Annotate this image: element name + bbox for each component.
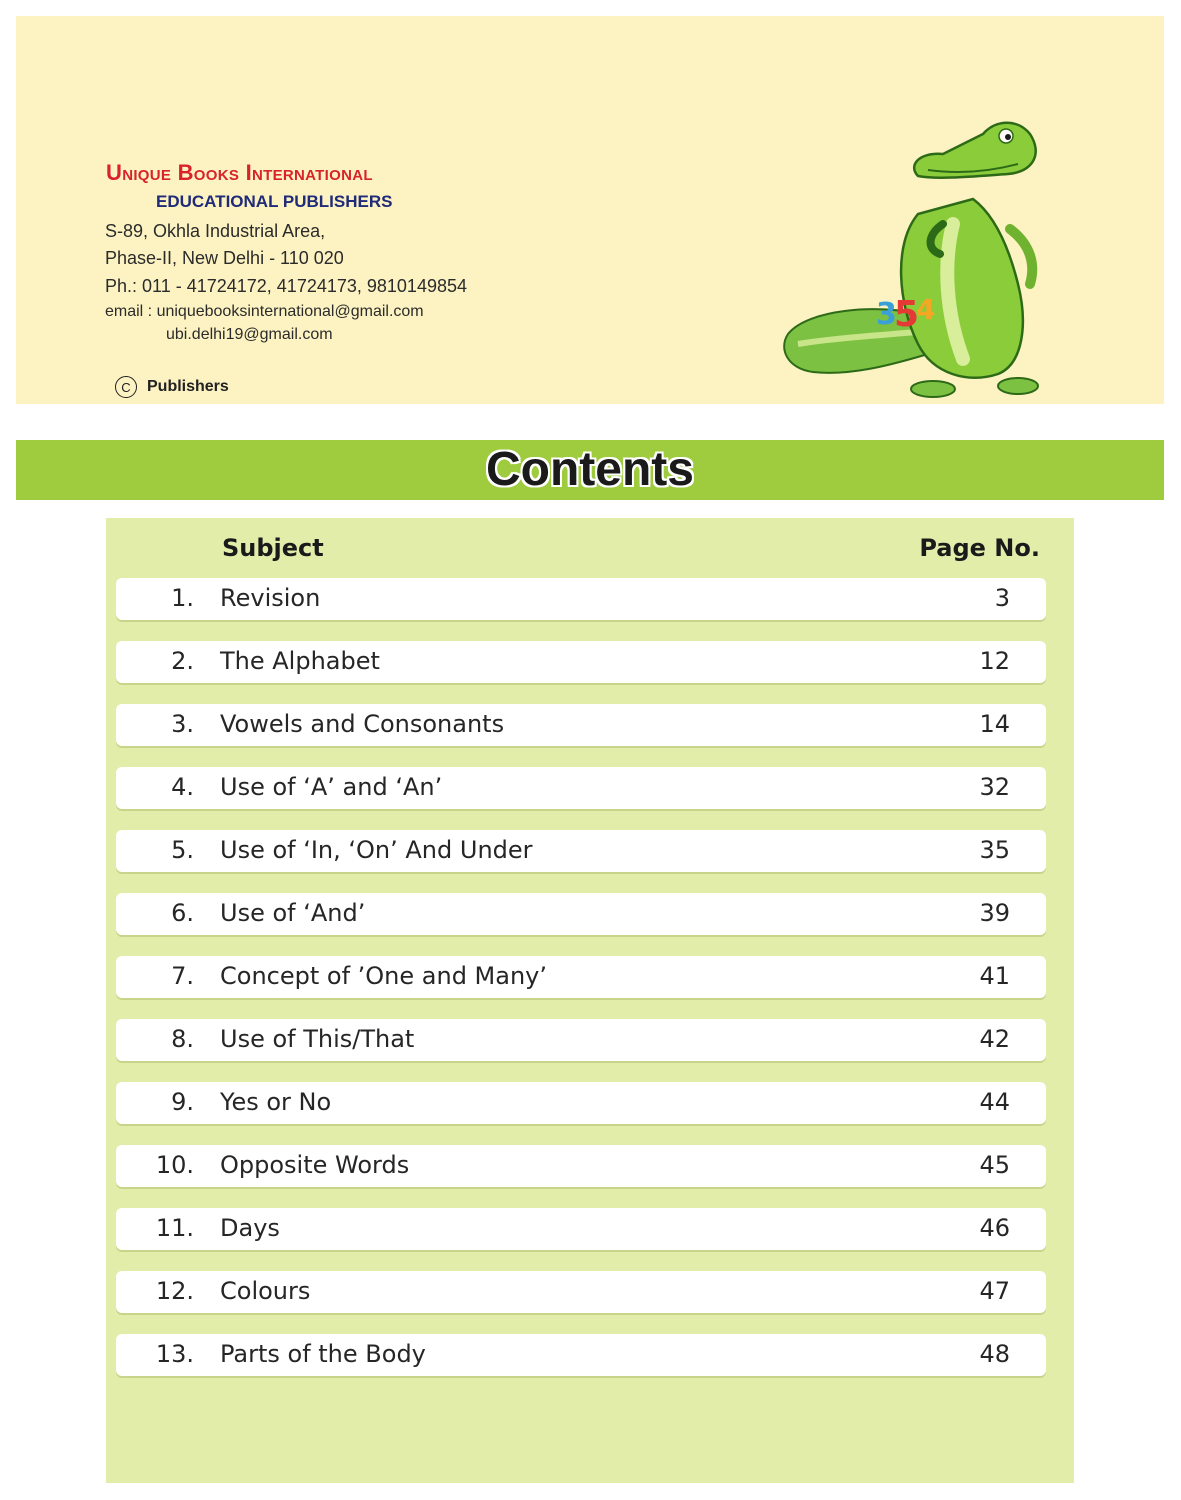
toc-number: 10. <box>155 1151 194 1179</box>
svg-text:3: 3 <box>876 297 897 332</box>
publisher-name: Unique Books International <box>106 160 373 185</box>
toc-title: Colours <box>220 1277 311 1305</box>
svg-text:5: 5 <box>894 294 920 335</box>
page-title: Contents <box>486 443 694 496</box>
toc-number: 3. <box>171 710 194 738</box>
toc-row[interactable] <box>116 704 1046 746</box>
toc-number: 9. <box>171 1088 194 1116</box>
toc-number: 4. <box>171 773 194 801</box>
toc-row[interactable] <box>116 1334 1046 1376</box>
address-line-2: Phase-II, New Delhi - 110 020 <box>105 248 344 268</box>
table-of-contents <box>106 518 1074 1483</box>
copyright-notice <box>115 376 229 398</box>
toc-title: Days <box>220 1214 280 1242</box>
toc-number: 2. <box>171 647 194 675</box>
toc-number: 5. <box>171 836 194 864</box>
header-panel <box>16 16 1164 404</box>
toc-title: Revision <box>220 584 321 612</box>
subject-column-header: Subject <box>222 534 324 562</box>
toc-title: Vowels and Consonants <box>220 710 505 738</box>
toc-title: Use of ‘A’ and ‘An’ <box>220 773 443 801</box>
toc-row[interactable] <box>116 830 1046 872</box>
toc-number: 13. <box>155 1340 194 1368</box>
page-column-header: Page No. <box>919 534 1040 562</box>
toc-number: 1. <box>171 584 194 612</box>
toc-title: Use of This/That <box>220 1025 415 1053</box>
toc-number: 6. <box>171 899 194 927</box>
toc-row[interactable] <box>116 767 1046 809</box>
publisher-tagline: EDUCATIONAL PUBLISHERS <box>156 192 393 211</box>
toc-number: 12. <box>155 1277 194 1305</box>
address-line-1: S-89, Okhla Industrial Area, <box>105 221 326 241</box>
email-line-1: email : uniquebooksinternational@gmail.com <box>105 303 424 320</box>
svg-text:4: 4 <box>916 293 936 326</box>
copyright-text: Publishers <box>147 378 229 395</box>
toc-page: 35 <box>979 836 1010 864</box>
toc-page: 47 <box>979 1277 1010 1305</box>
toc-title: The Alphabet <box>220 647 380 675</box>
toc-page: 3 <box>994 584 1010 612</box>
email-line-2: ubi.delhi19@gmail.com <box>166 326 333 343</box>
toc-title: Concept of ’One and Many’ <box>220 962 548 990</box>
toc-page: 41 <box>979 962 1010 990</box>
toc-row[interactable] <box>116 1082 1046 1124</box>
toc-title: Yes or No <box>220 1088 332 1116</box>
toc-page: 39 <box>979 899 1010 927</box>
toc-title: Use of ‘And’ <box>220 899 366 927</box>
toc-row[interactable] <box>116 1019 1046 1061</box>
phone-line: Ph.: 011 - 41724172, 41724173, 9810149854 <box>105 276 467 296</box>
toc-row[interactable] <box>116 1271 1046 1313</box>
toc-title: Parts of the Body <box>220 1340 426 1368</box>
contents-header-bar <box>16 440 1164 500</box>
toc-page: 14 <box>979 710 1010 738</box>
toc-page: 46 <box>979 1214 1010 1242</box>
toc-row[interactable] <box>116 641 1046 683</box>
toc-page: 12 <box>979 647 1010 675</box>
toc-title: Use of ‘In, ‘On’ And Under <box>220 836 533 864</box>
toc-number: 7. <box>171 962 194 990</box>
crocodile-mascot-icon <box>768 104 1068 404</box>
toc-row[interactable] <box>116 893 1046 935</box>
toc-page: 44 <box>979 1088 1010 1116</box>
toc-number: 11. <box>155 1214 194 1242</box>
toc-row[interactable] <box>116 1208 1046 1250</box>
toc-row[interactable] <box>116 578 1046 620</box>
toc-page: 45 <box>979 1151 1010 1179</box>
toc-page: 32 <box>979 773 1010 801</box>
toc-row[interactable] <box>116 1145 1046 1187</box>
toc-page: 48 <box>979 1340 1010 1368</box>
toc-title: Opposite Words <box>220 1151 410 1179</box>
toc-row[interactable] <box>116 956 1046 998</box>
copyright-icon: C <box>115 376 137 398</box>
toc-number: 8. <box>171 1025 194 1053</box>
toc-page: 42 <box>979 1025 1010 1053</box>
